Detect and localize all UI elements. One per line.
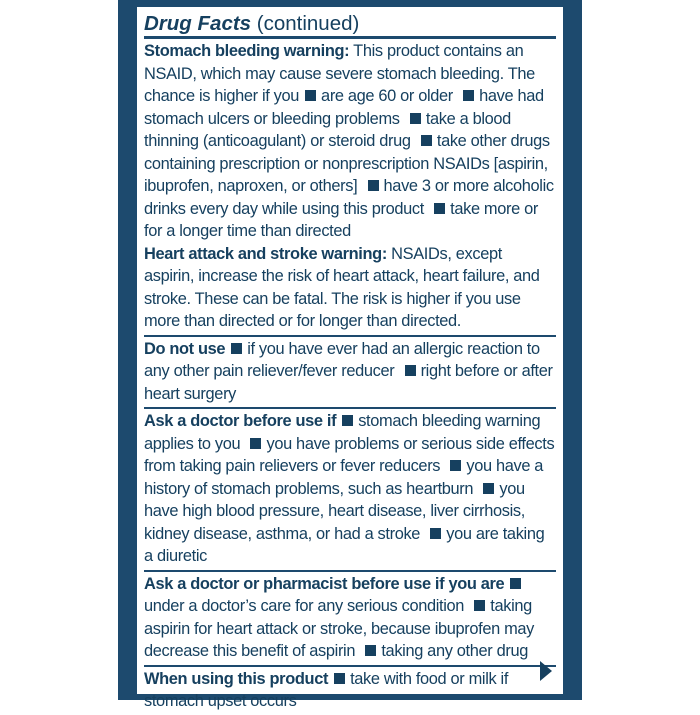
bullet-item: you have high blood pressure, heart disease, liver cirrhosis, kidney disease, asthma, or had a stroke (144, 479, 525, 543)
title-bold: Drug Facts (144, 12, 252, 35)
bullet-square-icon (430, 528, 441, 539)
bullet-square-icon (368, 180, 379, 191)
bullet-square-icon (463, 90, 474, 101)
warning-section (144, 335, 556, 408)
section-heading: Do not use (144, 339, 226, 358)
section-text: NSAIDs, except aspirin, increase the risk of heart attack, heart failure, and stroke. These can be fatal. The risk is higher if you use more than directed or for longer than directed. (144, 244, 540, 330)
warning-section (144, 570, 556, 665)
warning-paragraph (144, 668, 556, 713)
bullet-item: taking aspirin for heart attack or stroke, because ibuprofen may decrease this benefit of aspirin (144, 597, 535, 660)
bullet-square-icon (334, 673, 345, 684)
warning-paragraph (144, 573, 556, 663)
bullet-square-icon (342, 415, 353, 426)
warning-section (144, 407, 556, 570)
warning-paragraph (144, 243, 556, 333)
section-heading: When using this product (144, 669, 329, 688)
bullet-square-icon (405, 365, 416, 376)
bullet-item: take other drugs containing prescription or nonprescription NSAIDs [aspirin, ibuprofen, naproxen, or others] (144, 132, 550, 195)
bullet-item: have had stomach ulcers or bleeding problems (144, 87, 544, 128)
section-heading: Ask a doctor or pharmacist before use if you are (144, 574, 505, 593)
title-continued: (continued) (256, 12, 360, 35)
bullet-square-icon (510, 578, 521, 589)
bullet-item: you have problems or serious side effects from taking pain relievers or fever reducers (144, 434, 555, 475)
bullet-item: under a doctor’s care for any serious condition (144, 597, 465, 615)
bullet-item: stomach bleeding warning applies to you (144, 412, 541, 453)
bullet-item: taking any other drug (381, 642, 528, 660)
bullet-item: are age 60 or older (321, 87, 453, 105)
section-heading: Ask a doctor before use if (144, 412, 337, 430)
bullet-square-icon (434, 203, 445, 214)
drug-facts-title (144, 7, 556, 39)
drug-facts-panel (137, 7, 563, 710)
bullet-item: take a blood thinning (anticoagulant) or steroid drug (144, 109, 511, 150)
section-heading: Heart attack and stroke warning: (144, 244, 387, 263)
warning-paragraph (144, 40, 556, 243)
bullet-item: you have a history of stomach problems, such as heartburn (144, 457, 544, 498)
section-heading: Stomach bleeding warning: (144, 42, 350, 60)
bullet-square-icon (421, 135, 432, 146)
bullet-square-icon (231, 343, 242, 354)
bullet-item: if you have ever had an allergic reaction to any other pain reliever/fever reducer (144, 339, 540, 380)
bullet-item: have 3 or more alcoholic drinks every day while using this product (144, 177, 554, 218)
warnings-sections (144, 39, 556, 715)
bullet-square-icon (305, 90, 316, 101)
continue-arrow-icon (539, 660, 553, 682)
bullet-square-icon (250, 438, 261, 449)
warning-section (144, 39, 556, 335)
bullet-item: take more or for a longer time than directed (144, 199, 538, 240)
warning-section (144, 665, 556, 715)
warning-paragraph (144, 338, 556, 406)
section-text: This product contains an NSAID, which may cause severe stomach bleeding. The chance is higher if you (144, 42, 535, 105)
bullet-square-icon (365, 645, 376, 656)
bullet-item: you are taking a diuretic (144, 524, 545, 565)
bullet-square-icon (483, 483, 494, 494)
bullet-item: right before or after heart surgery (144, 362, 553, 403)
warning-paragraph (144, 410, 556, 568)
bullet-square-icon (474, 600, 485, 611)
bullet-item: take with food or milk if stomach upset occurs (144, 669, 509, 710)
bullet-square-icon (450, 460, 461, 471)
bullet-square-icon (410, 113, 421, 124)
